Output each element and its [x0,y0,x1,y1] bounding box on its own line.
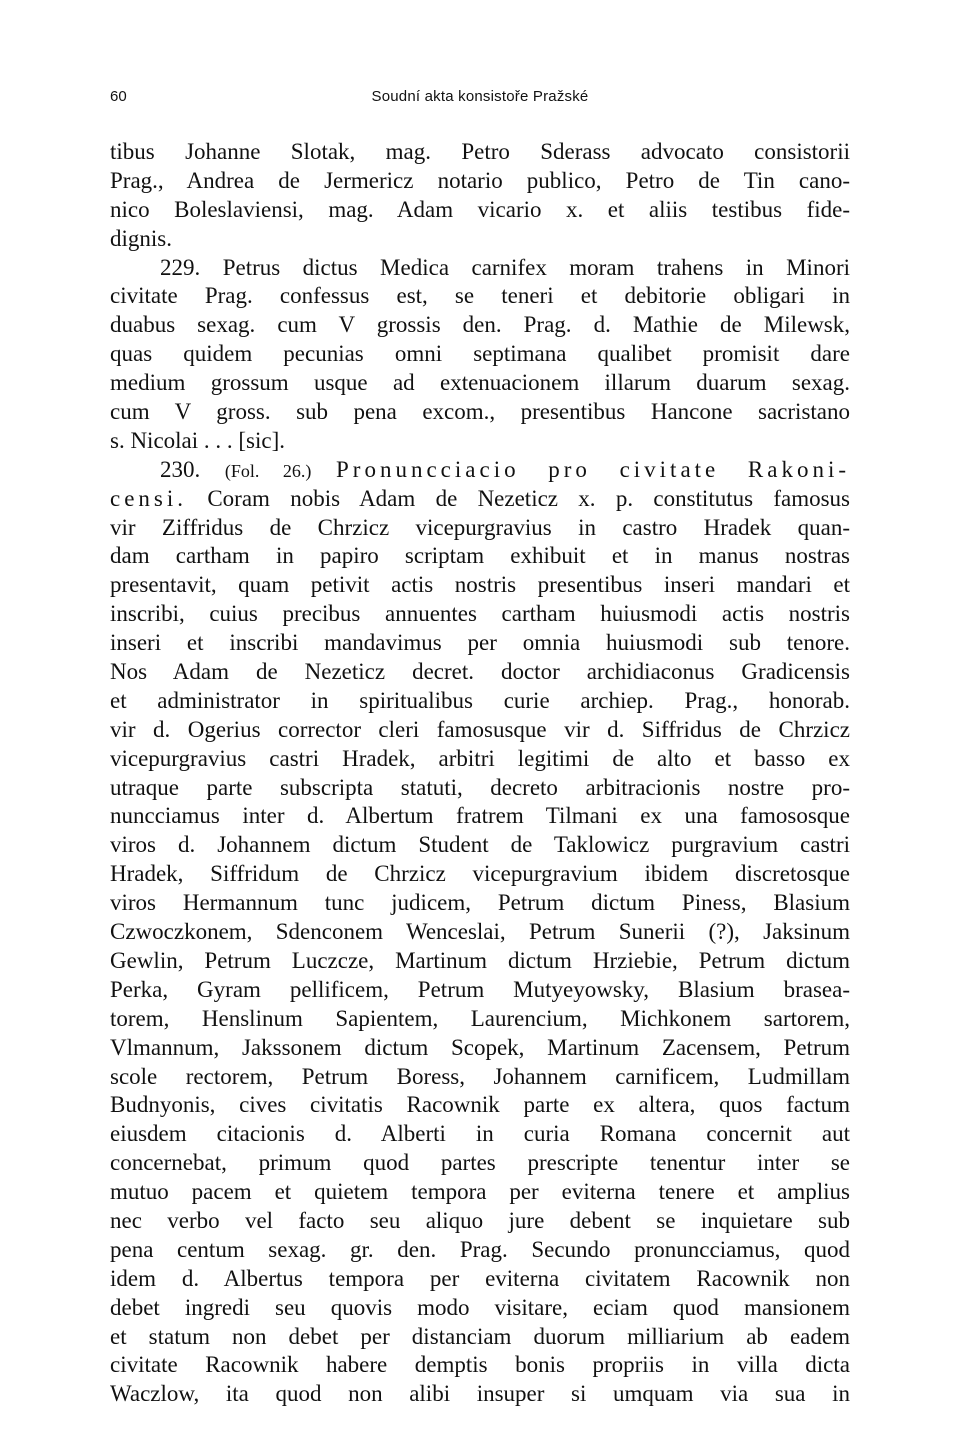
text-line: Czwoczkonem, Sdenconem Wenceslai, Petrum Sunerii (?), Jaksinum [110,919,850,945]
text-line: idem d. Albertus tempora per eviterna civitatem Racownik non [110,1265,850,1291]
entry-heading-end: censi. [110,485,188,511]
text-line: Gewlin, Petrum Luczcze, Martinum dictum Hrziebie, Petrum dictum [110,947,850,973]
text-line: Perka, Gyram pellificem, Petrum Mutyeyowsky, Blasium brasea- [110,976,850,1002]
text-line: Vlmannum, Jakssonem dictum Scopek, Martinum Zacensem, Petrum [110,1034,850,1060]
page-number: 60 [110,88,127,105]
running-title: Soudní akta konsistoře Pražské [371,88,589,105]
text-line: concernebat, primum quod partes prescripte tenentur inter se [110,1150,850,1176]
entry-229-first-line: 229. Petrus dictus Medica carnifex moram trahens in Minori [160,254,850,280]
text-line: nuncciamus inter d. Albertum fratrem Tilmani ex una famososque [110,803,850,829]
text-line: vicepurgravius castri Hradek, arbitri legitimi de alto et basso ex [110,745,850,771]
text-line: tibus Johanne Slotak, mag. Petro Sderass advocato consistorii [110,139,850,164]
text-line: nico Boleslaviensi, mag. Adam vicario x. et aliis testibus fide- [110,196,850,222]
text-line: utraque parte subscripta statuti, decreto arbitracionis nostre pro- [110,774,850,800]
text-line: cum V gross. sub pena excom., presentibus Hancone sacristano [110,399,850,425]
text-line: s. Nicolai . . . [sic]. [110,427,286,453]
text-line: viros Hermannum tunc judicem, Petrum dictum Piness, Blasium [110,890,850,916]
text-line: Budnyonis, cives civitatis Racownik parte ex altera, quos factum [110,1092,850,1118]
text-line: nec verbo vel facto seu aliquo jure debent se inquietare sub [110,1207,850,1233]
text-line: eiusdem citacionis d. Alberti in curia Romana concernit aut [110,1121,850,1147]
text-line: debet ingredi seu quovis modo visitare, eciam quod mansionem [110,1294,850,1320]
text-line: inscribi, cuius precibus annuentes cartham huiusmodi actis nostris [110,601,850,627]
text-line: et administrator in spiritualibus curie archiep. Prag., honorab. [110,687,850,713]
entry-number: 230. [160,456,201,482]
text-line: vir Ziffridus de Chrzicz vicepurgravius in castro Hradek quan- [110,514,850,540]
folio-reference: (Fol. 26.) [224,460,312,481]
text-line: torem, Henslinum Sapientem, Laurencium, Michkonem sartorem, [110,1005,850,1031]
text-line: Prag., Andrea de Jermericz notario publico, Petro de Tin cano- [110,167,850,193]
text-line: medium grossum usque ad extenuacionem illarum duarum sexag. [110,370,850,396]
text-line: scole rectorem, Petrum Boress, Johannem carnificem, Ludmillam [110,1063,850,1089]
text-line: mutuo pacem et quietem tempora per eviterna tenere et amplius [110,1179,850,1205]
text-line: Hradek, Siffridum de Chrzicz vicepurgravium ibidem discretosque [110,861,850,887]
entry-230-second-line [110,485,850,514]
text-line: inseri et inscribi mandavimus per omnia huiusmodi sub tenore. [110,630,850,656]
entry-heading: Pronuncciacio pro civitate Rakoni- [336,456,851,482]
page-header [110,88,850,116]
text-line: dam cartham in papiro scriptam exhibuit et in manus nostras [110,543,850,569]
body-text [110,138,850,1409]
text-line: dignis. [110,225,172,251]
text-line: vir d. Ogerius corrector cleri famosusque vir d. Siffridus de Chrzicz [110,716,850,742]
text-line: duabus sexag. cum V grossis den. Prag. d. Mathie de Milewsk, [110,312,850,338]
text-line: pena centum sexag. gr. den. Prag. Secundo pronuncciamus, quod [110,1236,850,1262]
text-line: civitate Racownik habere demptis bonis propriis in villa dicta [110,1352,850,1378]
text-line: viros d. Johannem dictum Student de Taklowicz purgravium castri [110,832,850,858]
entry-230-first-line [110,456,850,485]
text-line: Waczlow, ita quod non alibi insuper si umquam via sua in [110,1381,850,1407]
text-line: presentavit, quam petivit actis nostris presentibus inseri mandari et [110,572,850,598]
entry-text-start: Coram nobis Adam de Nezeticz x. p. constitutus famosus [207,485,850,511]
text-line: et statum non debet per distanciam duorum milliarium ab eadem [110,1323,850,1349]
text-line: Nos Adam de Nezeticz decret. doctor archidiaconus Gradicensis [110,659,850,685]
text-line: quas quidem pecunias omni septimana qualibet promisit dare [110,341,850,367]
text-line: civitate Prag. confessus est, se teneri et debitorie obligari in [110,283,850,309]
